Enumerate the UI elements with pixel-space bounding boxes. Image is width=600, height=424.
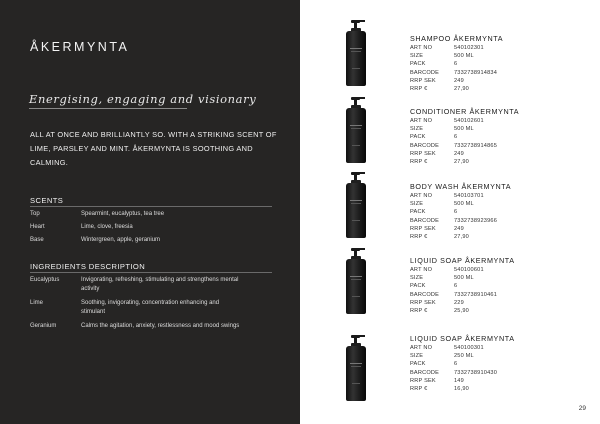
size: 500 ML [454,201,474,208]
barcode: 7332738914865 [454,142,498,149]
spec-label: RRP € [410,386,428,393]
spec-label: SIZE [410,201,424,208]
product-liquid-soap-500 [300,248,600,324]
spec-label: SIZE [410,275,424,282]
spec-label: RRP SEK [410,225,436,232]
product-bottle-image [345,97,367,163]
rrp-sek: 249 [454,77,464,84]
rrp-eur: 27,90 [454,159,469,166]
product-title: CONDITIONER ÅKERMYNTA [410,107,520,116]
spec-label: ART NO [410,45,433,51]
product-bottle-image [345,172,367,238]
product-title: LIQUID SOAP ÅKERMYNTA [410,334,515,343]
spec-label: RRP SEK [410,150,436,157]
spec-label: RRP € [410,159,428,166]
product-title: SHAMPOO ÅKERMYNTA [410,34,504,43]
barcode: 7332738910430 [454,369,498,376]
spec-label: PACK [410,361,426,368]
product-specs [410,117,497,166]
product-specs [410,344,497,393]
rrp-eur: 27,90 [454,234,469,241]
spec-label: PACK [410,61,426,68]
product-specs [410,44,497,93]
product-bottle-image [345,20,367,86]
ingredient-key: Lime [30,300,44,306]
ingredients-title: INGREDIENTS DESCRIPTION [30,262,146,271]
pack: 6 [454,134,458,141]
size: 500 ML [454,126,474,133]
tagline-script: Energising, engaging and visionary [29,92,257,106]
ingredient-value: Invigorating, refreshing, stimulating and strengthens mental activity [81,277,239,292]
spec-label: RRP € [410,234,428,241]
spec-label: SIZE [410,53,424,60]
rrp-sek: 229 [454,299,464,306]
spec-label: PACK [410,134,426,141]
rrp-eur: 25,90 [454,308,469,315]
spec-label: SIZE [410,353,424,360]
art-no: 540103701 [454,193,484,199]
scent-key: Heart [30,224,45,230]
spec-label: ART NO [410,345,433,351]
ingredient-value: Calms the agitation, anxiety, restlessness and mood swings [81,323,240,329]
size: 500 ML [454,53,474,60]
product-title: LIQUID SOAP ÅKERMYNTA [410,256,515,265]
size: 500 ML [454,275,474,282]
rrp-sek: 249 [454,225,464,232]
tagline-underline [29,108,187,109]
scent-value: Wintergreen, apple, geranium [81,237,161,243]
spec-label: BARCODE [410,217,440,224]
spec-label: RRP SEK [410,299,436,306]
spec-label: ART NO [410,267,433,273]
ingredient-key: Eucalyptus [30,277,60,283]
product-bottle-image [345,248,367,314]
spec-label: ART NO [410,118,433,124]
product-shampoo [300,20,600,96]
product-conditioner [300,97,600,173]
pack: 6 [454,283,458,290]
scent-value: Spearmint, eucalyptus, tea tree [81,211,165,217]
spec-label: BARCODE [410,69,440,76]
rrp-sek: 149 [454,377,464,384]
brand-title: ÅKERMYNTA [30,40,130,54]
size: 250 ML [454,353,474,360]
spec-label: PACK [410,283,426,290]
rrp-sek: 249 [454,150,464,157]
spec-label: PACK [410,209,426,216]
barcode: 7332738910461 [454,291,498,298]
spec-label: BARCODE [410,142,440,149]
spec-label: BARCODE [410,291,440,298]
rrp-eur: 16,90 [454,386,469,393]
pack: 6 [454,361,458,368]
art-no: 540102301 [454,45,484,51]
ingredients-divider [30,272,272,273]
product-body-wash [300,172,600,248]
product-title: BODY WASH ÅKERMYNTA [410,182,512,191]
intro-text: ALL AT ONCE AND BRILLIANTLY SO. WITH A STRIKING SCENT OF LIME, PARSLEY AND MINT. ÅKERMYNTA IS SOOTHING AND CALMING. [30,130,277,167]
right-panel [300,0,600,424]
art-no: 540102601 [454,118,484,124]
product-liquid-soap-250 [300,335,600,411]
product-specs [410,192,497,241]
pack: 6 [454,209,458,216]
pack: 6 [454,61,458,68]
scents-title: SCENTS [30,196,64,205]
spec-label: RRP € [410,308,428,315]
scent-value: Lime, clove, freesia [81,224,133,230]
page-number: 29 [578,405,586,412]
ingredient-key: Geranium [30,323,57,329]
scents-divider [30,206,272,207]
ingredient-value: Soothing, invigorating, concentration enhancing and stimulant [81,300,220,315]
product-bottle-image [345,335,367,401]
spec-label: RRP SEK [410,77,436,84]
scent-key: Base [30,237,44,243]
art-no: 540100601 [454,267,484,273]
spec-label: RRP SEK [410,377,436,384]
rrp-eur: 27,90 [454,86,469,93]
spec-label: SIZE [410,126,424,133]
spec-label: RRP € [410,86,428,93]
product-specs [410,266,497,315]
spec-label: BARCODE [410,369,440,376]
scent-key: Top [30,211,40,217]
art-no: 540100301 [454,345,484,351]
spec-label: ART NO [410,193,433,199]
barcode: 7332738914834 [454,69,498,76]
barcode: 7332738923966 [454,217,498,224]
